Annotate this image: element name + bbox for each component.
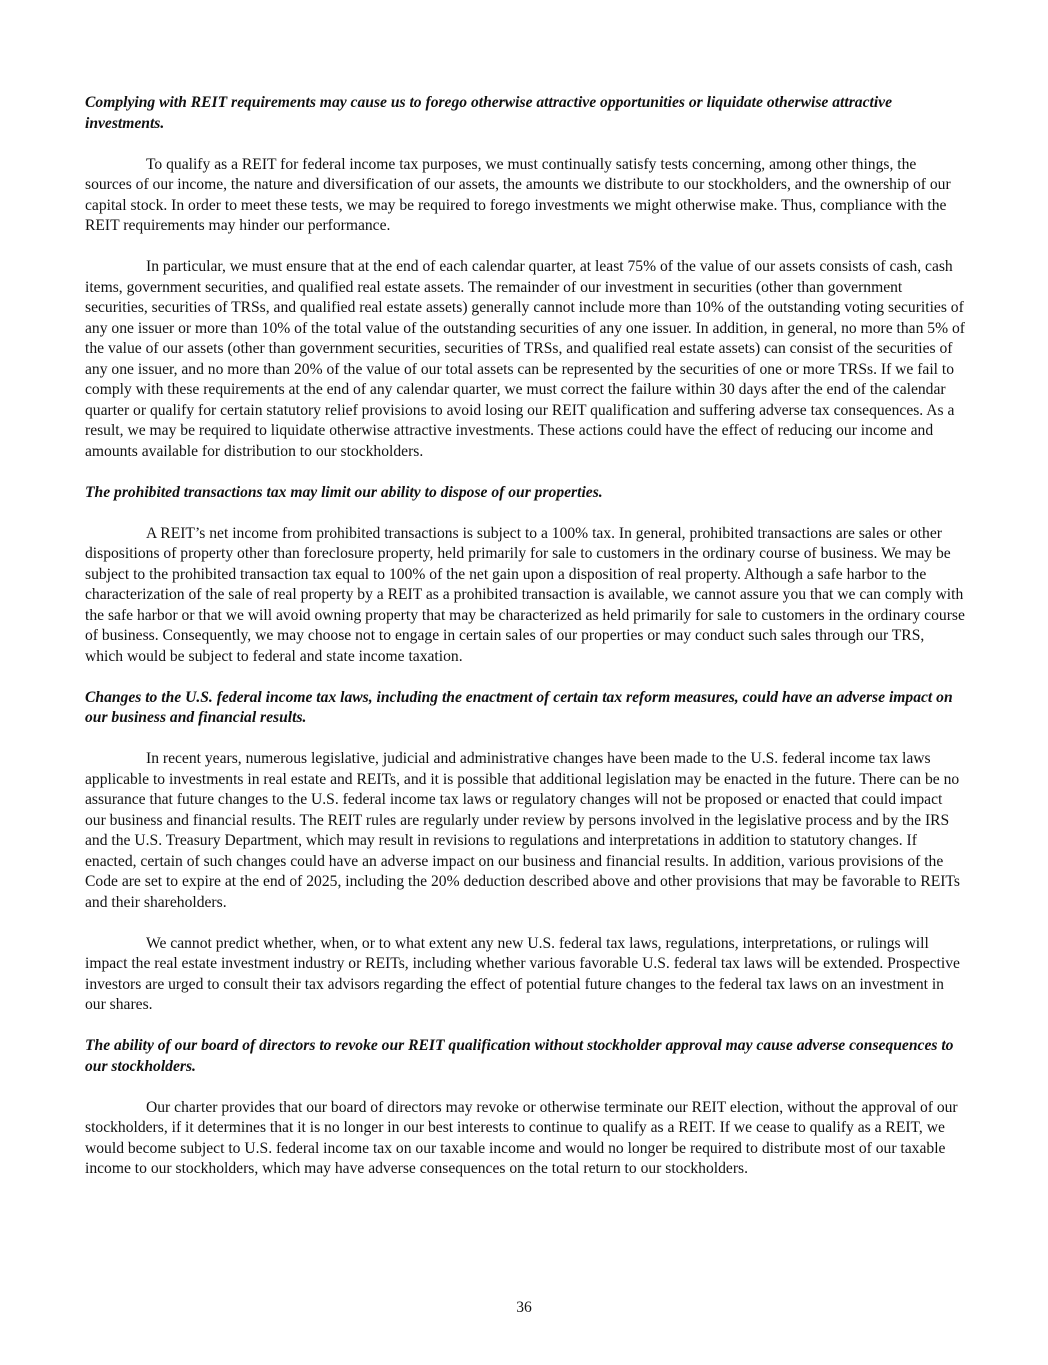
paragraph: To qualify as a REIT for federal income tax purposes, we must continually satisfy tests concerning, among other things, the sources of our income, the nature and diversification of our assets, the amounts we distribute to our stockholders, and the ownership of our capital stock. In order to meet these tests, we may be required to forego investments we might otherwise make. Thus, compliance with the REIT requirements may hinder our performance.	[85, 155, 951, 234]
paragraph: In recent years, numerous legislative, judicial and administrative changes have been made to the U.S. federal income tax laws applicable to investments in real estate and REITs, and it is possible that additional legislation may be enacted in the future. There can be no assurance that future changes to the U.S. federal income tax laws or regulatory changes will not be proposed or enacted that could impact our business and financial results. The REIT rules are regularly under review by persons involved in the legislative process and by the IRS and the U.S. Treasury Department, which may result in revisions to regulations and interpretations in addition to statutory changes. If enacted, certain of such changes could have an adverse impact on our business and financial results. In addition, various provisions of the Code are set to expire at the end of 2025, including the 20% deduction described above and other provisions that may be favorable to REITs and their shareholders.	[85, 750, 960, 911]
paragraph: Our charter provides that our board of directors may revoke or otherwise terminate our REIT election, without the approval of our stockholders, if it determines that it is no longer in our best interests to continue to qualify as a REIT. If we cease to qualify as a REIT, we would become subject to U.S. federal income tax on our taxable income and would no longer be required to distribute most of our taxable income to our stockholders, which may have adverse consequences on the total return to our stockholders.	[85, 1098, 958, 1177]
paragraph: In particular, we must ensure that at the end of each calendar quarter, at least 75% of the value of our assets consists of cash, cash items, government securities, and qualified real estate assets. The remainder of our investment in securities (other than government securities, securities of TRSs, and qualified real estate assets) generally cannot include more than 10% of the outstanding voting securities of any one issuer or more than 10% of the total value of the outstanding securities of any one issuer. In addition, in general, no more than 5% of the value of our assets (other than government securities, securities of TRSs, and qualified real estate assets) can consist of the securities of any one issuer, and no more than 20% of the value of our total assets can be represented by the securities of one or more TRSs. If we fail to comply with these requirements at the end of any calendar quarter, we must correct the failure within 30 days after the end of the calendar quarter or qualify for certain statutory relief provisions to avoid losing our REIT qualification and suffering adverse tax consequences. As a result, we may be required to liquidate otherwise attractive investments. These actions could have the effect of reducing our income and amounts available for distribution to our stockholders.	[85, 258, 965, 460]
document-body	[85, 93, 965, 1200]
paragraph: A REIT’s net income from prohibited transactions is subject to a 100% tax. In general, prohibited transactions are sales or other dispositions of property other than foreclosure property, held primarily for sale to customers in the ordinary course of business. We may be subject to the prohibited transaction tax equal to 100% of the net gain upon a disposition of real property. Although a safe harbor to the characterization of the sale of real property by a REIT as a prohibited transaction is available, we cannot assure you that we can comply with the safe harbor or that we will avoid owning property that may be characterized as held primarily for sale to customers in the ordinary course of business. Consequently, we may choose not to engage in certain sales of our properties or may conduct such sales through our TRS, which would be subject to federal and state income taxation.	[85, 524, 965, 665]
section-heading-prohibited-transactions: The prohibited transactions tax may limit our ability to dispose of our properties.	[85, 483, 603, 501]
section-heading-board-revocation: The ability of our board of directors to revoke our REIT qualification without stockholder approval may cause adverse consequences to our stockholders.	[85, 1037, 954, 1075]
page-number: 36	[516, 1299, 532, 1316]
section-heading-tax-law-changes: Changes to the U.S. federal income tax laws, including the enactment of certain tax reform measures, could have an adverse impact on our business and financial results.	[85, 688, 953, 726]
paragraph: We cannot predict whether, when, or to what extent any new U.S. federal tax laws, regulations, interpretations, or rulings will impact the real estate investment industry or REITs, including whether various favorable U.S. federal tax laws will be extended. Prospective investors are urged to consult their tax advisors regarding the effect of potential future changes to the federal tax laws on an investment in our shares.	[85, 934, 960, 1013]
section-heading-reit-requirements: Complying with REIT requirements may cause us to forego otherwise attractive opportunities or liquidate otherwise attractive investments.	[85, 94, 893, 132]
